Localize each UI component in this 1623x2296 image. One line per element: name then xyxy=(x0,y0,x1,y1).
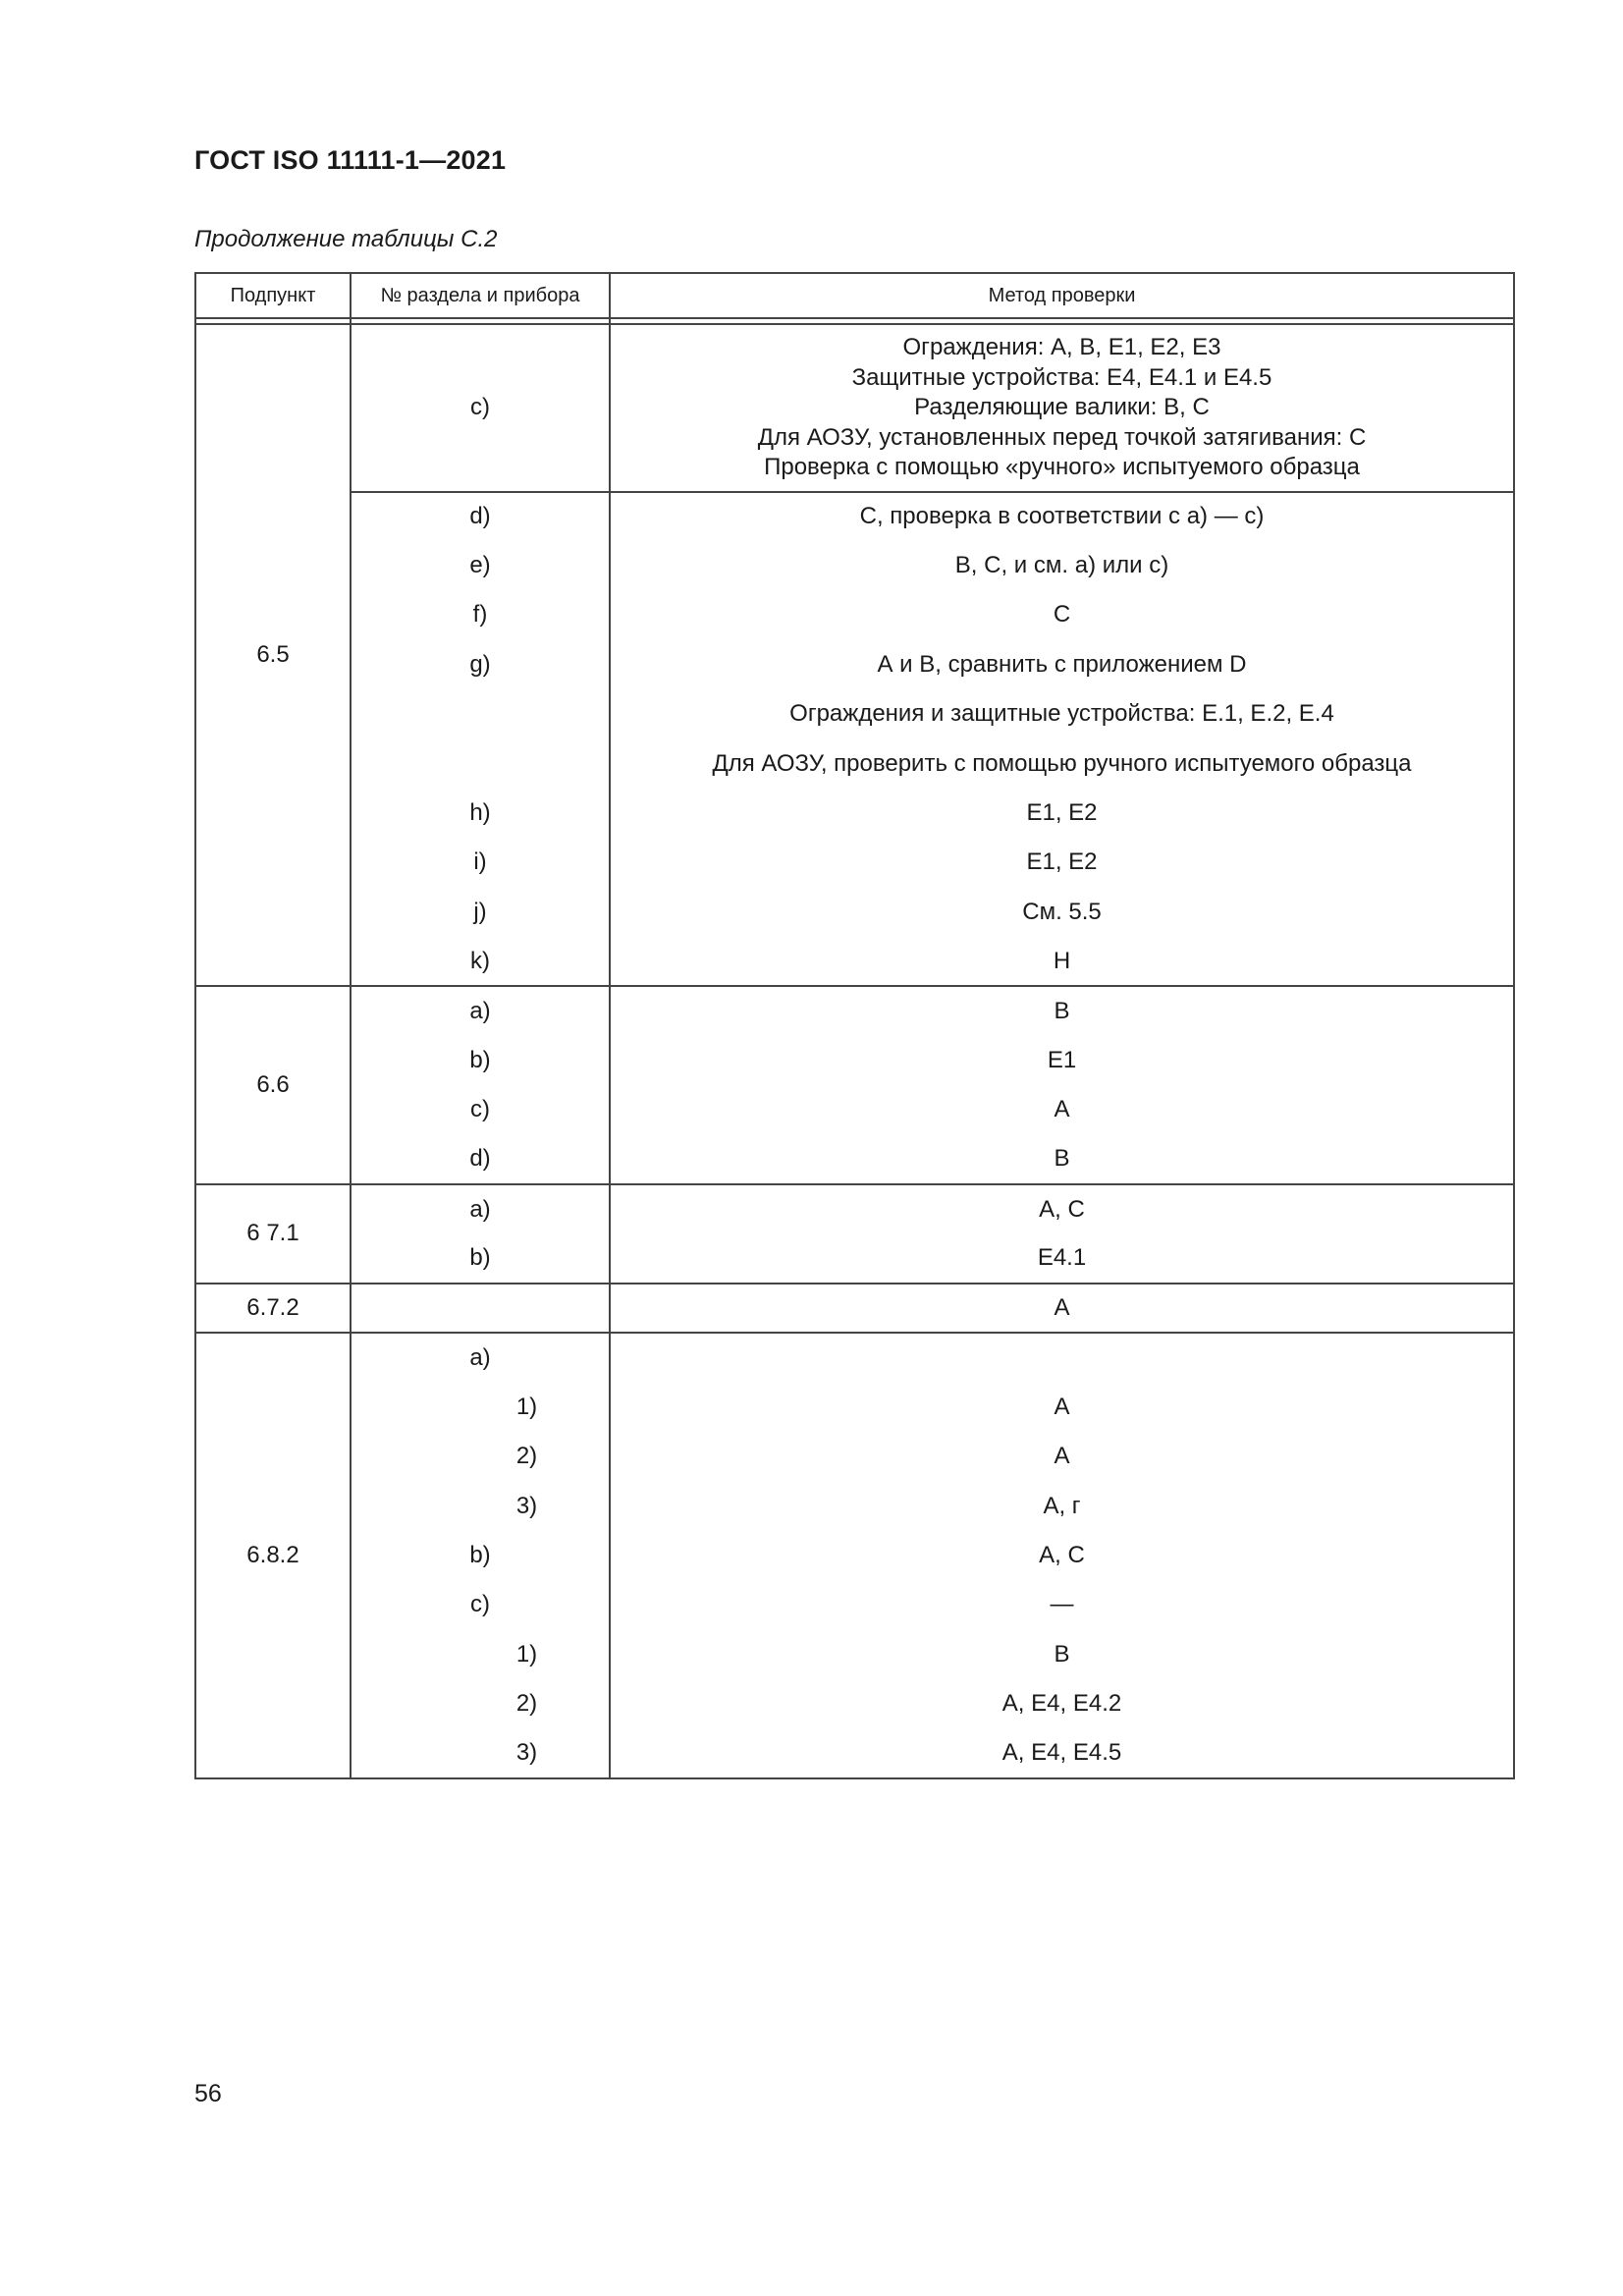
verification-table xyxy=(194,272,1515,1779)
table-continuation-caption: Продолжение таблицы С.2 xyxy=(194,226,498,252)
table-row xyxy=(195,324,1514,492)
item-cell: k) xyxy=(351,937,610,986)
method-cell: А xyxy=(610,1432,1514,1481)
item-cell: f) xyxy=(351,590,610,639)
table-row xyxy=(195,492,1514,541)
item-cell: c) xyxy=(351,324,610,492)
item-cell: i) xyxy=(351,838,610,887)
table-row xyxy=(195,1728,1514,1777)
method-cell: С, проверка в соответствии с а) — с) xyxy=(610,492,1514,541)
page-number: 56 xyxy=(194,2080,222,2107)
method-cell: Н xyxy=(610,937,1514,986)
item-cell: c) xyxy=(351,1085,610,1134)
column-header-subclause: Подпункт xyxy=(195,273,351,318)
method-line: Ограждения: А, В, Е1, Е2, Е3 xyxy=(902,334,1221,360)
method-cell: А, г xyxy=(610,1481,1514,1530)
item-cell: a) xyxy=(351,1333,610,1382)
subclause-cell: 6.7.2 xyxy=(195,1284,351,1333)
table-row xyxy=(195,1629,1514,1678)
subclause-cell: 6.6 xyxy=(195,986,351,1184)
method-cell: См. 5.5 xyxy=(610,888,1514,937)
method-cell: Е1, Е2 xyxy=(610,789,1514,838)
method-cell: В xyxy=(610,1629,1514,1678)
table-row xyxy=(195,1333,1514,1382)
method-cell: — xyxy=(610,1580,1514,1629)
table-row xyxy=(195,541,1514,590)
item-cell: d) xyxy=(351,1135,610,1184)
item-cell: h) xyxy=(351,789,610,838)
table-row xyxy=(195,1432,1514,1481)
item-cell: g) xyxy=(351,640,610,689)
method-cell: А, С xyxy=(610,1184,1514,1233)
table-row xyxy=(195,937,1514,986)
item-cell: c) xyxy=(351,1580,610,1629)
table-row xyxy=(195,1679,1514,1728)
item-cell xyxy=(351,738,610,788)
method-cell: В, С, и см. а) или с) xyxy=(610,541,1514,590)
method-line: Проверка с помощью «ручного» испытуемого образца xyxy=(764,454,1360,480)
table-row xyxy=(195,1531,1514,1580)
column-header-section: № раздела и прибора xyxy=(351,273,610,318)
method-cell: А, Е4, Е4.2 xyxy=(610,1679,1514,1728)
table-row xyxy=(195,1184,1514,1233)
item-cell: 3) xyxy=(351,1728,610,1777)
subclause-cell: 6.8.2 xyxy=(195,1333,351,1778)
table-row xyxy=(195,689,1514,738)
method-cell: Е4.1 xyxy=(610,1233,1514,1283)
table-row xyxy=(195,1580,1514,1629)
method-cell: А xyxy=(610,1284,1514,1333)
method-cell: А xyxy=(610,1383,1514,1432)
table-row xyxy=(195,1085,1514,1134)
method-cell: Е1, Е2 xyxy=(610,838,1514,887)
table-row xyxy=(195,640,1514,689)
table-row xyxy=(195,1383,1514,1432)
item-cell: j) xyxy=(351,888,610,937)
table-row xyxy=(195,1233,1514,1283)
table-row xyxy=(195,1481,1514,1530)
table-header-row xyxy=(195,273,1514,318)
item-cell: b) xyxy=(351,1036,610,1085)
method-cell: В xyxy=(610,986,1514,1035)
subclause-cell: 6.5 xyxy=(195,324,351,986)
method-cell: В xyxy=(610,1135,1514,1184)
item-cell: a) xyxy=(351,1184,610,1233)
method-line: Для АОЗУ, установленных перед точкой затягивания: С xyxy=(757,423,1367,451)
table-row xyxy=(195,590,1514,639)
item-cell: b) xyxy=(351,1531,610,1580)
method-cell: А, Е4, Е4.5 xyxy=(610,1728,1514,1777)
table-row xyxy=(195,1284,1514,1333)
method-line: Защитные устройства: Е4, Е4.1 и Е4.5 xyxy=(851,363,1272,391)
table-row xyxy=(195,888,1514,937)
item-cell: 1) xyxy=(351,1629,610,1678)
document-title: ГОСТ ISO 11111-1—2021 xyxy=(194,145,507,175)
table-row xyxy=(195,838,1514,887)
table-row xyxy=(195,1036,1514,1085)
item-cell: 2) xyxy=(351,1679,610,1728)
method-cell: А xyxy=(610,1085,1514,1134)
item-cell: d) xyxy=(351,492,610,541)
item-cell: 1) xyxy=(351,1383,610,1432)
subclause-cell: 6 7.1 xyxy=(195,1184,351,1284)
method-cell: С xyxy=(610,590,1514,639)
method-cell xyxy=(610,1333,1514,1382)
method-cell: Ограждения и защитные устройства: Е.1, Е.2, Е.4 xyxy=(610,689,1514,738)
method-cell: Е1 xyxy=(610,1036,1514,1085)
method-cell: Для АОЗУ, проверить с помощью ручного испытуемого образца xyxy=(610,738,1514,788)
table-row xyxy=(195,789,1514,838)
item-cell: e) xyxy=(351,541,610,590)
table-row xyxy=(195,1135,1514,1184)
item-cell xyxy=(351,1284,610,1333)
table-row xyxy=(195,738,1514,788)
method-line: Разделяющие валики: В, С xyxy=(914,394,1210,420)
item-cell xyxy=(351,689,610,738)
column-header-method: Метод проверки xyxy=(610,273,1514,318)
table-row xyxy=(195,986,1514,1035)
item-cell: 2) xyxy=(351,1432,610,1481)
method-cell: А, С xyxy=(610,1531,1514,1580)
method-cell: А и В, сравнить с приложением D xyxy=(610,640,1514,689)
item-cell: b) xyxy=(351,1233,610,1283)
item-cell: a) xyxy=(351,986,610,1035)
method-cell-multiline xyxy=(610,324,1514,492)
item-cell: 3) xyxy=(351,1481,610,1530)
